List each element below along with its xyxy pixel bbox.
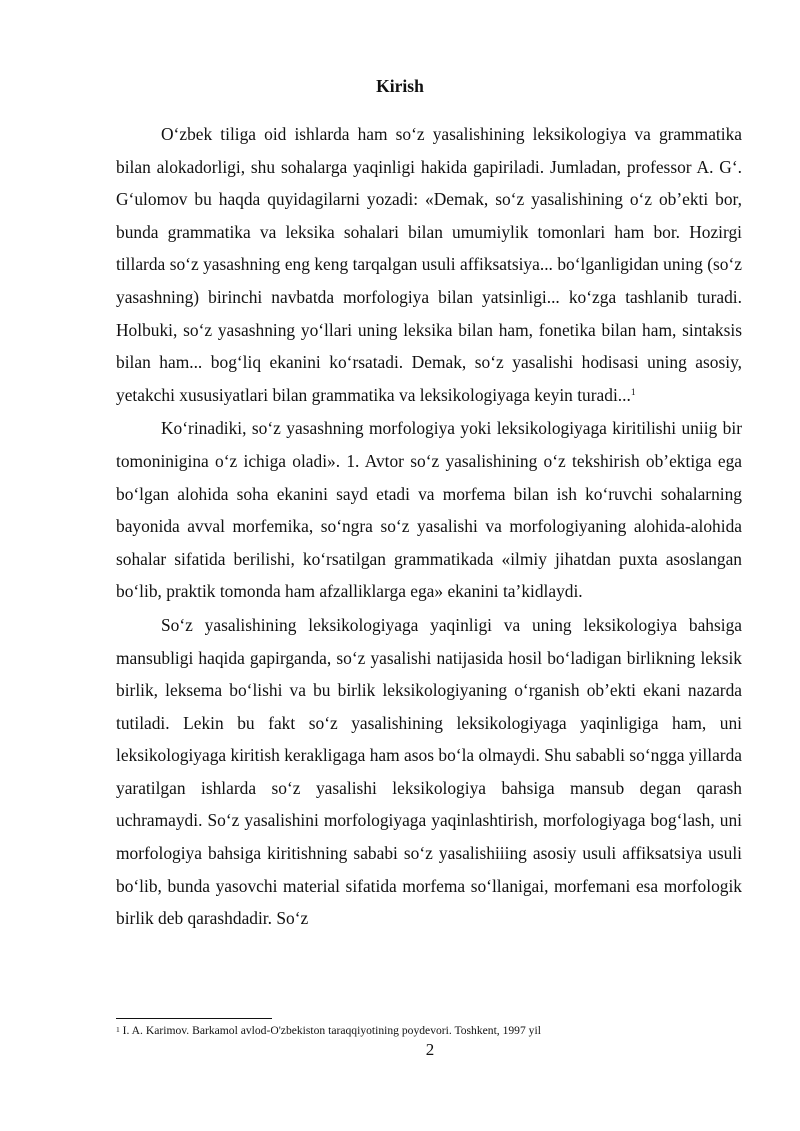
page-number: 2 xyxy=(425,1040,435,1059)
body-text xyxy=(116,118,742,936)
paragraph-1 xyxy=(116,118,742,411)
paragraph-2: Ko‘rinadiki, so‘z yasashning morfologiya yoki leksikologiyaga kiritilishi uniig bir tomoninigina o‘z ichiga oladi». 1. Avtor so‘z yasalishining o‘z tekshirish ob’ektiga ega bo‘lgan alohida soha ekanini sayd etadi va morfema bilan ish ko‘ruvchi sohalarning bayonida avval morfemika, so‘ngra so‘z yasalishi va morfologiyaning alohida-alohida sohalar sifatida berilishi, ko‘rsatilgan grammatikada «ilmiy jihatdan puxta asoslangan bo‘lib, praktik tomonda ham afzalliklarga ega» ekanini ta’kidlaydi. xyxy=(116,418,742,602)
footnote-separator xyxy=(116,1018,272,1019)
footnote-reference[interactable]: 1 xyxy=(630,387,636,398)
section-title: Kirish xyxy=(376,76,424,96)
paragraph-3: So‘z yasalishining leksikologiyaga yaqinligi va uning leksikologiya bahsiga mansubligi haqida gapirganda, so‘z yasalishi natijasida hosil bo‘ladigan birlikning leksik birlik, leksema bo‘lishi va bu birlik leksikologiyaning o‘rganish ob’ekti ekani nazarda tutiladi. Lekin bu fakt so‘z yasalishining leksikologiyaga yaqinligiga ham, uni leksikologiyaga kiritish kerakligaga ham asos bo‘la olmaydi. Shu sababli so‘ngga yillarda yaratilgan ishlarda so‘z yasalishi leksikologiya bahsiga mansub degan qarash uchramaydi. So‘z yasalishini morfologiyaga yaqinlashtirish, morfologiyaga bog‘lash, uni morfologiya bahsiga kiritishning sababi so‘z yasalishiiing asosiy usuli affiksatsiya usuli bo‘lib, bunda yasovchi material sifatida morfema so‘llanigai, morfemani esa morfologik birlik deb qarashdadir. So‘z xyxy=(116,614,742,929)
footnote-text: I. A. Karimov. Barkamol avlod-O'zbekiston taraqqiyotining poydevori. Toshkent, 1997 yil xyxy=(122,1024,541,1037)
paragraph-1-text: O‘zbek tiliga oid ishlarda ham so‘z yasalishining leksikologiya va grammatika bilan alokadorligi, shu sohalarga yaqinligi hakida gapiriladi. Jumladan, professor A. G‘. G‘ulomov bu haqda quyidagilarni yozadi: «Demak, so‘z yasalishining o‘z ob’ekti bor, bunda grammatika va leksika sohalari bilan umumiylik tomonlari ham bor. Hozirgi tillarda so‘z yasashning eng keng tarqalgan usuli affiksatsiya... bo‘lganligidan uning (so‘z yasashning) birinchi navbatda morfologiya bilan yatsinligi... ko‘zga tashlanib turadi. Holbuki, so‘z yasashning yo‘llari uning leksika bilan ham, fonetika bilan ham, sintaksis bilan ham... bog‘liq ekanini ko‘rsatadi. Demak, so‘z yasalishi hodisasi uning asosiy, yetakchi xususiyatlari bilan grammatika va leksikologiyaga keyin turadi... xyxy=(116,124,742,405)
footnote xyxy=(116,1024,756,1038)
footnote-number: 1 xyxy=(116,1025,120,1034)
